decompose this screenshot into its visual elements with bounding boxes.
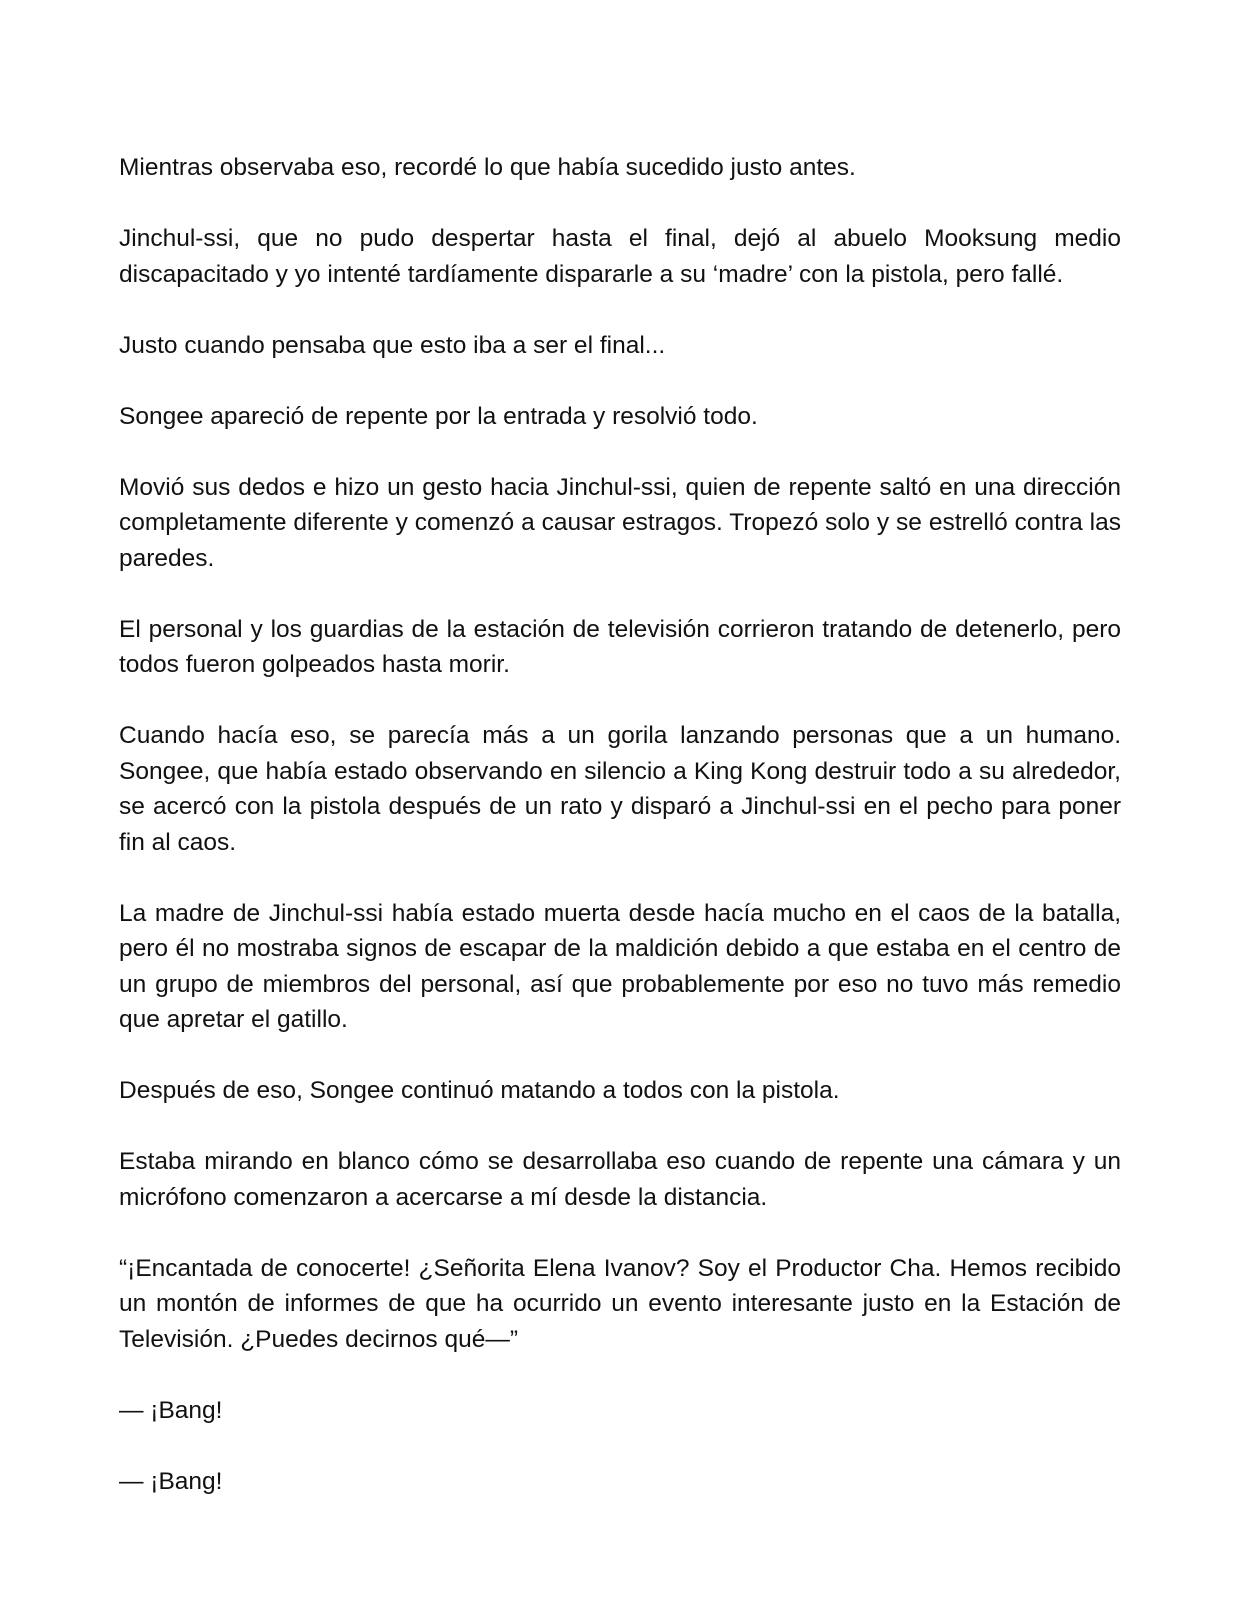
paragraph: — ¡Bang! <box>119 1396 223 1424</box>
paragraph: Después de eso, Songee continuó matando a todos con la pistola. <box>119 1077 840 1104</box>
paragraph: “¡Encantada de conocerte! ¿Señorita Elena Ivanov? Soy el Productor Cha. Hemos recibido un montón de informes de que ha ocurrido un evento interesante justo en la Estación de Televisión. ¿Puedes decirnos qué—” <box>119 1254 1121 1353</box>
paragraph: Justo cuando pensaba que esto iba a ser el final... <box>119 331 666 359</box>
paragraph: Estaba mirando en blanco cómo se desarrollaba eso cuando de repente una cámara y un micrófono comenzaron a acercarse a mí desde la distancia. <box>119 1148 1121 1211</box>
paragraph: Jinchul-ssi, que no pudo despertar hasta el final, dejó al abuelo Mooksung medio discapacitado y yo intenté tardíamente dispararle a su ‘madre’ con la pistola, pero fallé. <box>119 225 1121 288</box>
paragraph: Cuando hacía eso, se parecía más a un gorila lanzando personas que a un humano. Songee, que había estado observando en silencio a King Kong destruir todo a su alrededor, se acercó con la pistola después de un rato y disparó a Jinchul-ssi en el pecho para poner fin al caos. <box>119 722 1121 856</box>
paragraph: — ¡Bang! <box>119 1467 223 1495</box>
paragraph: Songee apareció de repente por la entrada y resolvió todo. <box>119 402 758 430</box>
paragraph: La madre de Jinchul-ssi había estado muerta desde hacía mucho en el caos de la batalla, pero él no mostraba signos de escapar de la maldición debido a que estaba en el centro de un grupo de miembros del personal, así que probablemente por eso no tuvo más remedio que apretar el gatillo. <box>119 899 1121 1033</box>
paragraph: El personal y los guardias de la estación de televisión corrieron tratando de detenerlo, pero todos fueron golpeados hasta morir. <box>119 615 1121 678</box>
paragraph: Mientras observaba eso, recordé lo que había sucedido justo antes. <box>119 154 856 181</box>
paragraph: Movió sus dedos e hizo un gesto hacia Jinchul-ssi, quien de repente saltó en una dirección completamente diferente y comenzó a causar estragos. Tropezó solo y se estrelló contra las paredes. <box>119 473 1121 572</box>
document-body <box>119 150 1121 1535</box>
